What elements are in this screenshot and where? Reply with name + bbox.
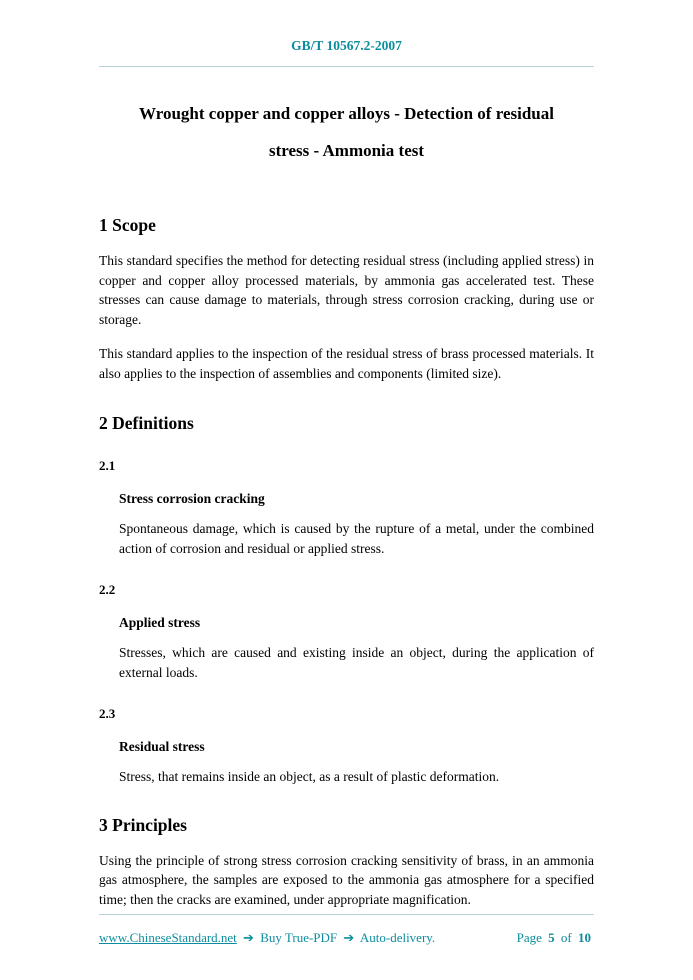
definition-term: Stress corrosion cracking <box>119 491 265 506</box>
footer-promo <box>99 930 435 946</box>
page-indicator <box>517 930 594 946</box>
definition-number: 2.2 <box>99 582 116 597</box>
buy-true-pdf-label: Buy True-PDF <box>260 930 338 945</box>
definition-item <box>99 682 594 787</box>
current-page-number: 5 <box>548 930 555 945</box>
definition-term: Residual stress <box>119 739 205 754</box>
of-label: of <box>560 930 572 945</box>
chinesestandard-link[interactable]: www.ChineseStandard.net <box>99 930 237 945</box>
section-heading-principles: 3 Principles <box>99 814 187 835</box>
page-footer <box>99 914 594 946</box>
scope-paragraph-2: This standard applies to the inspection of the residual stress of brass processed materials. It also applies to the inspection of assemblies and components (limited size). <box>99 346 594 381</box>
total-page-number: 10 <box>578 930 591 945</box>
section-heading-definitions: 2 Definitions <box>99 413 194 433</box>
definition-item <box>99 558 594 682</box>
definition-text: Spontaneous damage, which is caused by the rupture of a metal, under the combined action of corrosion and residual or applied stress. <box>119 521 594 556</box>
document-title <box>99 95 594 169</box>
definition-text: Stresses, which are caused and existing inside an object, during the application of external loads. <box>119 645 594 680</box>
arrow-icon: ➔ <box>343 930 355 945</box>
standard-code-header: GB/T 10567.2-2007 <box>99 38 594 67</box>
definition-item <box>99 434 594 558</box>
document-title-line2: stress - Ammonia test <box>268 141 425 160</box>
definition-term: Applied stress <box>119 615 201 630</box>
arrow-icon: ➔ <box>243 930 254 945</box>
definition-number: 2.3 <box>99 706 116 721</box>
scope-paragraph-1: This standard specifies the method for detecting residual stress (including applied stress) in copper and copper alloy processed materials, by ammonia gas accelerated test. These stresses can cause damage to materials, through stress corrosion cracking, during use or storage. <box>99 253 594 327</box>
auto-delivery-label: Auto-delivery. <box>359 930 436 945</box>
document-title-line1: Wrought copper and copper alloys - Detection of residual <box>139 104 554 123</box>
principles-paragraph-1: Using the principle of strong stress corrosion cracking sensitivity of brass, in an ammonia gas atmosphere, the samples are exposed to the ammonia gas atmosphere for a specified time; then the cracks are examined, under appropriate magnification. <box>99 852 594 907</box>
definition-text: Stress, that remains inside an object, as a result of plastic deformation. <box>119 769 500 784</box>
section-heading-scope: 1 Scope <box>99 215 156 235</box>
definition-number: 2.1 <box>99 458 116 473</box>
page-label: Page <box>516 930 542 945</box>
